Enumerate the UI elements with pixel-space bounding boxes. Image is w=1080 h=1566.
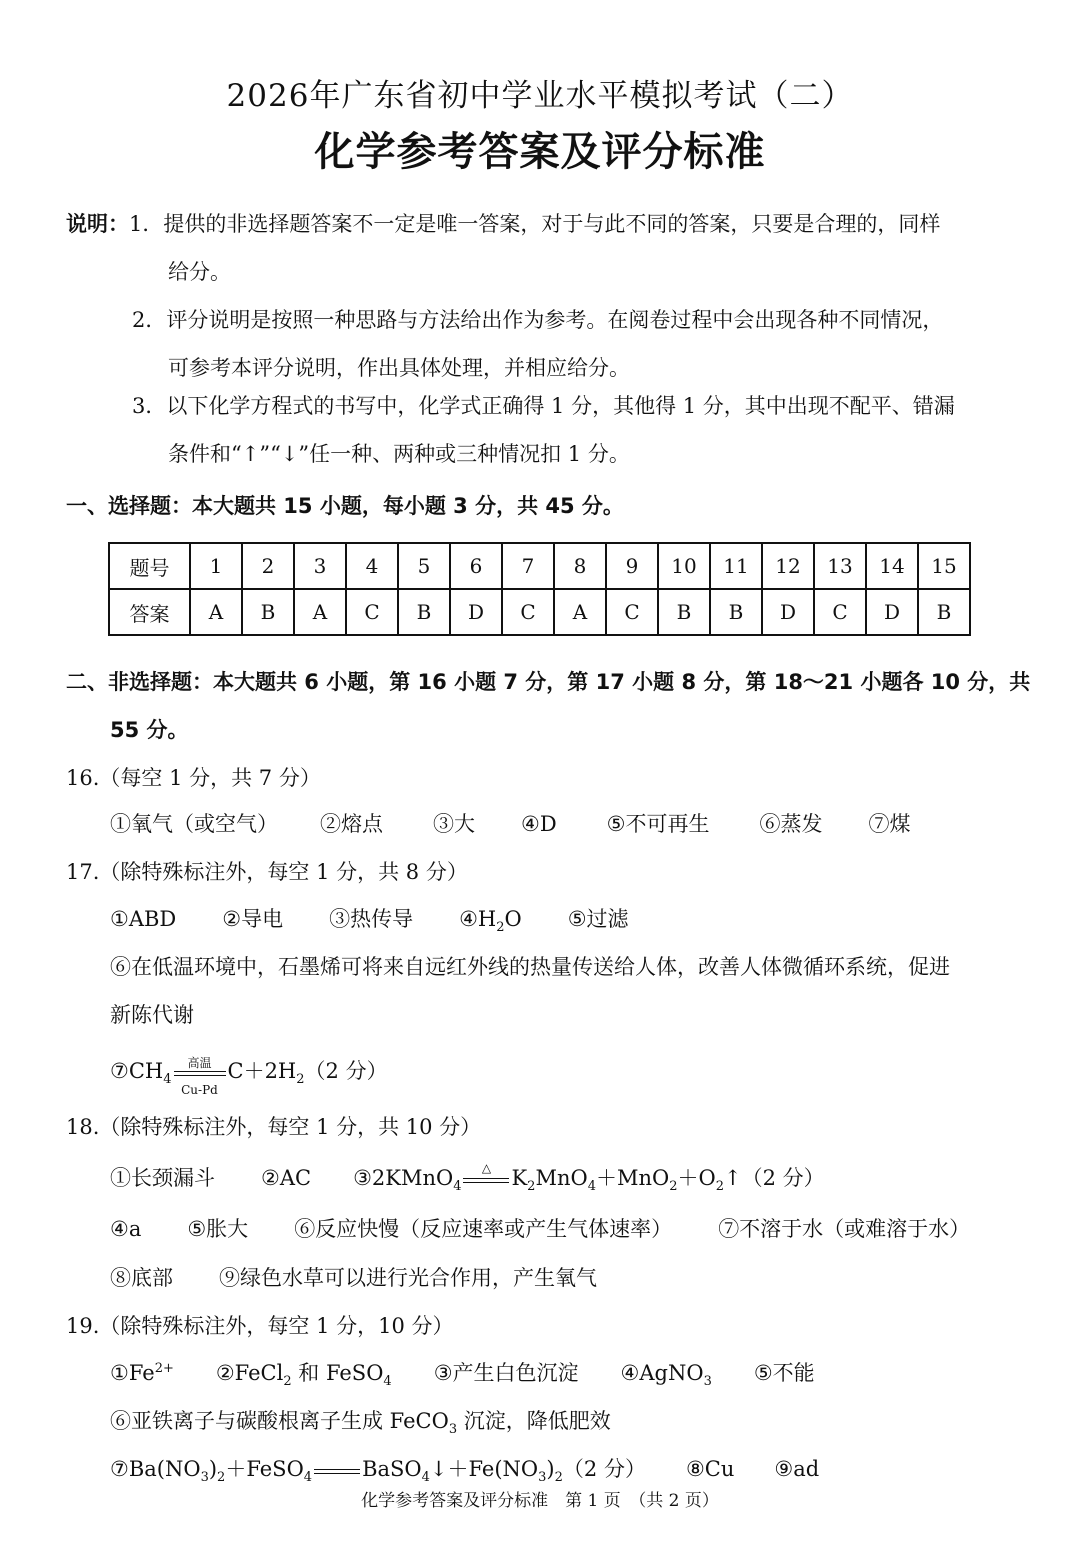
q18-answers-row3 <box>110 1262 597 1292</box>
table-row-numbers <box>109 543 970 589</box>
q18-answer-4: ④a <box>110 1217 142 1241</box>
table-cell-answer: B <box>710 589 762 635</box>
notes-label: 说明： <box>66 212 129 236</box>
table-cell-number: 9 <box>606 543 658 589</box>
q18-answer-5: ⑤胀大 <box>187 1217 249 1241</box>
table-header-question: 题号 <box>109 543 190 589</box>
q19-answer-7: $⑦Ba(NO_3)_2+FeSO_4$ $BaSO_4↓+Fe(NO_3)_2(2$ 分） <box>110 1457 646 1486</box>
table-header-answer: 答案 <box>109 589 190 635</box>
q16-answers <box>110 808 911 838</box>
q17-answer-6b: 新陈代谢 <box>110 1003 194 1027</box>
q19-answer-6: ⑥亚铁离子与碳酸根离子生成 FeCO$_3$ 沉淀，降低肥效 <box>110 1409 611 1438</box>
table-cell-number: 10 <box>658 543 710 589</box>
q19-answer-3: ③产生白色沉淀 <box>433 1361 579 1385</box>
table-cell-number: 3 <box>294 543 346 589</box>
table-row-answers <box>109 589 970 635</box>
table-cell-number: 1 <box>190 543 242 589</box>
table-cell-answer: D <box>762 589 814 635</box>
table-cell-answer: A <box>294 589 346 635</box>
page-title: 化学参考答案及评分标准 <box>314 129 766 175</box>
table-cell-answer: B <box>398 589 450 635</box>
q19-answers-row3 <box>110 1453 819 1485</box>
table-cell-answer: D <box>866 589 918 635</box>
table-cell-answer: B <box>918 589 970 635</box>
table-cell-number: 6 <box>450 543 502 589</box>
table-cell-answer: C <box>502 589 554 635</box>
q19-answer-9: ⑨ad <box>774 1457 820 1481</box>
q16-answer-6: ⑥蒸发 <box>759 812 823 836</box>
table-cell-number: 8 <box>554 543 606 589</box>
q16-answer-7: ⑦煤 <box>868 812 911 836</box>
exam-title: 2026年广东省初中学业水平模拟考试（二） <box>226 78 854 114</box>
section2-heading-a: 二、非选择题：本大题共 6 小题，第 16 小题 7 分，第 17 小题 8 分，第 18～21 小题各 10 分，共 <box>66 670 1031 694</box>
table-cell-number: 14 <box>866 543 918 589</box>
q17-answer-4: $④H_2O$ <box>459 907 522 936</box>
table-cell-number: 7 <box>502 543 554 589</box>
equals-sign <box>314 1467 360 1474</box>
heat-condition: △ <box>463 1176 509 1183</box>
note-2b: 可参考本评分说明，作出具体处理，并相应给分。 <box>168 356 630 380</box>
q16-answer-5: ⑤不可再生 <box>606 812 710 836</box>
table-cell-number: 15 <box>918 543 970 589</box>
q18-answer-7: ⑦不溶于水（或难溶于水） <box>718 1217 971 1241</box>
q18-heading: 18.（除特殊标注外，每空 1 分，共 10 分） <box>66 1115 482 1139</box>
table-cell-number: 11 <box>710 543 762 589</box>
q16-answer-4: ④D <box>521 812 557 836</box>
q17-answer-7: $⑦CH_4$ 高温 Cu-Pd $C+2H_2(2$ 分） <box>110 1056 388 1097</box>
table-cell-number: 13 <box>814 543 866 589</box>
q16-answer-1: ①氧气（或空气） <box>110 812 278 836</box>
table-cell-number: 4 <box>346 543 398 589</box>
q18-answers-row1 <box>110 1162 825 1194</box>
q19-answer-5: ⑤不能 <box>753 1361 815 1385</box>
q18-answer-8: ⑧底部 <box>110 1266 173 1290</box>
q18-answers-row2 <box>110 1213 970 1243</box>
q17-heading: 17.（除特殊标注外，每空 1 分，共 8 分） <box>66 860 468 884</box>
note-3a: 3．以下化学方程式的书写中，化学式正确得 1 分，其他得 1 分，其中出现不配平、错漏 <box>132 394 955 418</box>
q19-answer-2: ②FeCl$_2$ 和 FeSO$_4$ <box>215 1361 392 1390</box>
q18-answer-1: ①长颈漏斗 <box>110 1166 215 1190</box>
table-cell-answer: A <box>190 589 242 635</box>
q16-answer-3: ③大 <box>433 812 475 836</box>
page-footer: 化学参考答案及评分标准 第 1 页 （共 2 页） <box>361 1491 719 1511</box>
q17-answers-row1 <box>110 903 629 935</box>
note-3b: 条件和“↑”“↓”任一种、两种或三种情况扣 1 分。 <box>168 442 630 466</box>
q18-answer-6: ⑥反应快慢（反应速率或产生气体速率） <box>294 1217 673 1241</box>
table-cell-answer: C <box>814 589 866 635</box>
table-cell-answer: A <box>554 589 606 635</box>
q18-answer-3: ③2KMnO$_4$ △ $K_2MnO_4+MnO_2+O_2↑(2$ 分） <box>353 1161 825 1195</box>
q17-answer-1: ①ABD <box>110 907 177 931</box>
q17-answer-5: ⑤过滤 <box>567 907 629 931</box>
section1-heading: 一、选择题：本大题共 15 小题，每小题 3 分，共 45 分。 <box>66 494 624 518</box>
q19-answer-4: ④AgNO$_3$ <box>620 1361 712 1390</box>
table-cell-answer: D <box>450 589 502 635</box>
q19-heading: 19.（除特殊标注外，每空 1 分，10 分） <box>66 1314 454 1338</box>
q17-answer-3: ③热传导 <box>329 907 414 931</box>
section2-heading-b: 55 分。 <box>110 718 189 742</box>
q16-heading: 16.（每空 1 分，共 7 分） <box>66 766 321 790</box>
table-cell-number: 5 <box>398 543 450 589</box>
answer-table <box>108 542 971 636</box>
q17-answer-2: ②导电 <box>222 907 284 931</box>
table-cell-number: 12 <box>762 543 814 589</box>
table-cell-answer: C <box>606 589 658 635</box>
table-cell-number: 2 <box>242 543 294 589</box>
note-1b: 给分。 <box>168 260 231 284</box>
note-2a: 2．评分说明是按照一种思路与方法给出作为参考。在阅卷过程中会出现各种不同情况， <box>132 308 944 332</box>
table-cell-answer: B <box>658 589 710 635</box>
q16-answer-2: ②熔点 <box>320 812 383 836</box>
q19-answer-8: ⑧Cu <box>685 1457 735 1481</box>
q19-answers-row1 <box>110 1357 815 1389</box>
q18-answer-9: ⑨绿色水草可以进行光合作用，产生氧气 <box>219 1266 597 1290</box>
table-cell-answer: B <box>242 589 294 635</box>
q17-answer-6a: ⑥在低温环境中，石墨烯可将来自远红外线的热量传送给人体，改善人体微循环系统，促进 <box>110 955 950 979</box>
note-1a: 1．提供的非选择题答案不一定是唯一答案，对于与此不同的答案，只要是合理的，同样 <box>129 212 941 236</box>
notes-line-1 <box>66 208 940 238</box>
q19-answer-1: $①Fe^{2+}$ <box>110 1361 174 1385</box>
reaction-condition: 高温 Cu-Pd <box>174 1069 226 1076</box>
table-cell-answer: C <box>346 589 398 635</box>
q18-answer-2: ②AC <box>261 1166 312 1190</box>
